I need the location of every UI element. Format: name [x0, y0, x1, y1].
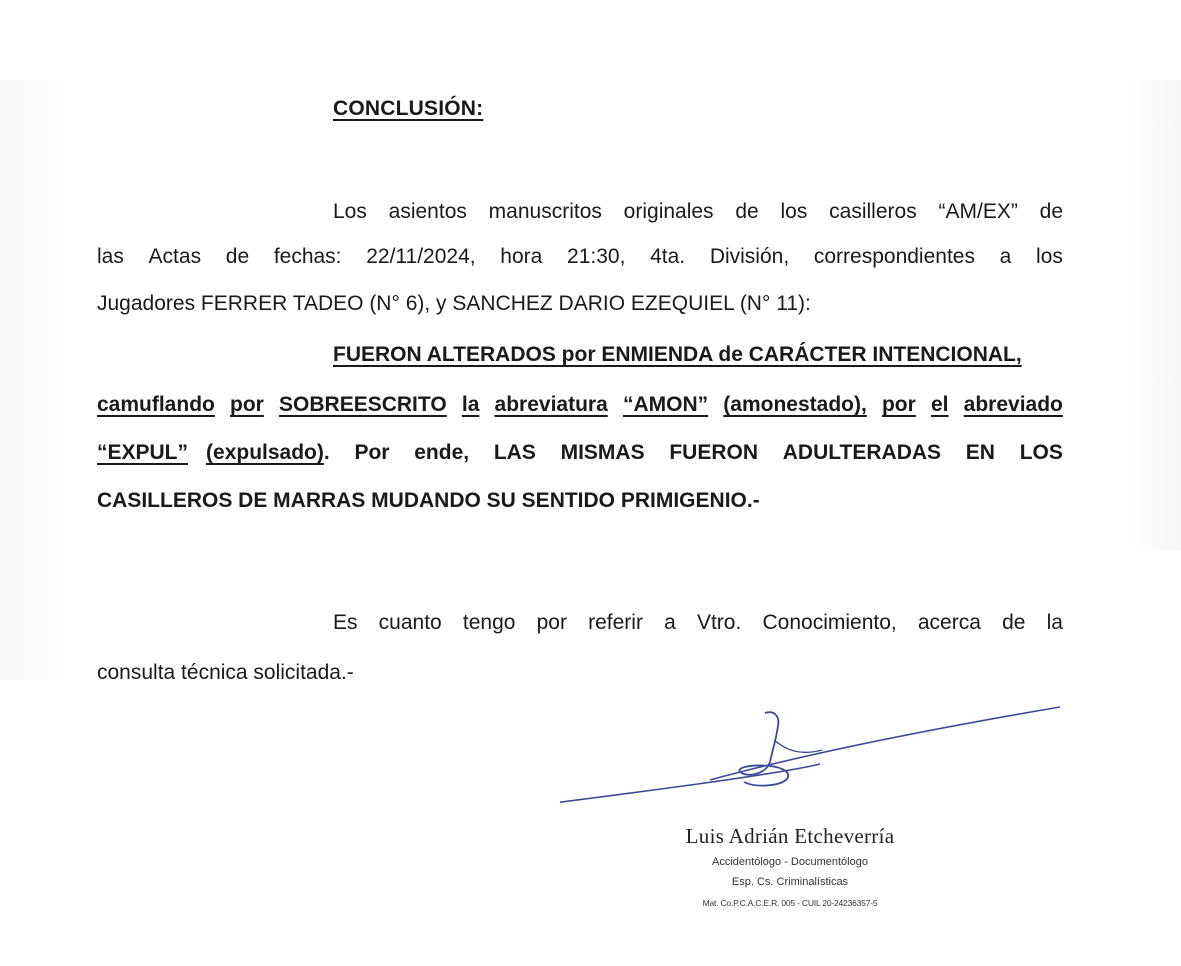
word: referir — [588, 611, 643, 634]
word: abreviado — [963, 393, 1063, 416]
paragraph-1-line-3: Jugadores FERRER TADEO (N° 6), y SANCHEZ DARIO EZEQUIEL (N° 11): — [97, 292, 811, 315]
word: FUERON — [669, 441, 759, 464]
paragraph-2-line-3 — [97, 438, 1063, 468]
word: “AMON” — [622, 393, 709, 416]
word: tengo — [462, 611, 516, 634]
word: de — [225, 245, 250, 268]
paragraph-2-line-2 — [97, 390, 1063, 420]
word: por — [230, 393, 264, 416]
paragraph-2-line-4: CASILLEROS DE MARRAS MUDANDO SU SENTIDO PRIMIGENIO.- — [97, 489, 760, 512]
word: 21:30, — [567, 245, 626, 268]
paragraph-1-line-1 — [97, 197, 1063, 227]
word: Es — [333, 611, 358, 634]
handwritten-signature — [560, 700, 1080, 830]
signatory-title-2: Esp. Cs. Criminalísticas — [731, 876, 849, 888]
word: casilleros — [829, 200, 917, 223]
signatory-name: Luis Adrián Etcheverría — [685, 824, 895, 848]
signatory-registration: Mat. Co.P.C.A.C.E.R. 005 - CUIL 20-24236357-5 — [702, 898, 878, 908]
word: Actas — [148, 245, 202, 268]
word: SOBREESCRITO — [279, 393, 447, 416]
word: 22/11/2024, — [366, 245, 476, 268]
word: EN — [965, 441, 995, 464]
signatory-title-1: Accidentólogo - Documentólogo — [712, 856, 868, 868]
word: hora — [500, 245, 543, 268]
word: de — [1039, 200, 1063, 223]
expul-group-tail: . — [323, 441, 330, 464]
word: los — [1036, 245, 1063, 268]
word: las — [97, 245, 124, 268]
word: ADULTERADAS — [782, 441, 942, 464]
conclusion-heading: CONCLUSIÓN: — [333, 97, 484, 120]
paragraph-3-line-1 — [97, 608, 1063, 638]
word: el — [930, 393, 949, 416]
bleed-through-left — [0, 80, 70, 680]
word: acerca — [917, 611, 981, 634]
expul-abbreviation: “EXPUL” — [97, 441, 189, 464]
word: LOS — [1019, 441, 1063, 464]
word: correspondientes — [813, 245, 975, 268]
word: 4ta. — [650, 245, 686, 268]
word: (amonestado), — [723, 393, 867, 416]
word: ende, — [414, 441, 470, 464]
word: la — [461, 393, 480, 416]
altered-statement: FUERON ALTERADOS por ENMIENDA de CARÁCTER INTENCIONAL, — [333, 343, 1022, 366]
word: asientos — [388, 200, 467, 223]
word: fechas: — [273, 245, 342, 268]
word: Los — [333, 200, 367, 223]
word: cuanto — [378, 611, 442, 634]
word: manuscritos — [488, 200, 602, 223]
word: camuflando — [97, 393, 215, 416]
word: por — [881, 393, 916, 416]
word: Vtro. — [696, 611, 742, 634]
word: “AM/EX” — [938, 200, 1018, 223]
word: a — [999, 245, 1012, 268]
paragraph-3-line-2: consulta técnica solicitada.- — [97, 661, 354, 684]
word: Conocimiento, — [762, 611, 897, 634]
word: los — [780, 200, 808, 223]
bleed-through-right — [1130, 80, 1181, 550]
word: la — [1046, 611, 1063, 634]
signature-block — [560, 700, 1080, 930]
word: abreviatura — [494, 393, 608, 416]
word: LAS — [493, 441, 536, 464]
word: División, — [709, 245, 790, 268]
word: por — [536, 611, 567, 634]
word: MISMAS — [560, 441, 645, 464]
word: de — [1002, 611, 1026, 634]
word: originales — [623, 200, 714, 223]
expul-group — [97, 438, 330, 468]
word: a — [664, 611, 676, 634]
expulsado-note: (expulsado) — [206, 441, 324, 464]
paragraph-1-line-2 — [97, 242, 1063, 272]
word: Por — [354, 441, 390, 464]
paragraph-2-line-1 — [97, 340, 1063, 370]
word: de — [735, 200, 759, 223]
